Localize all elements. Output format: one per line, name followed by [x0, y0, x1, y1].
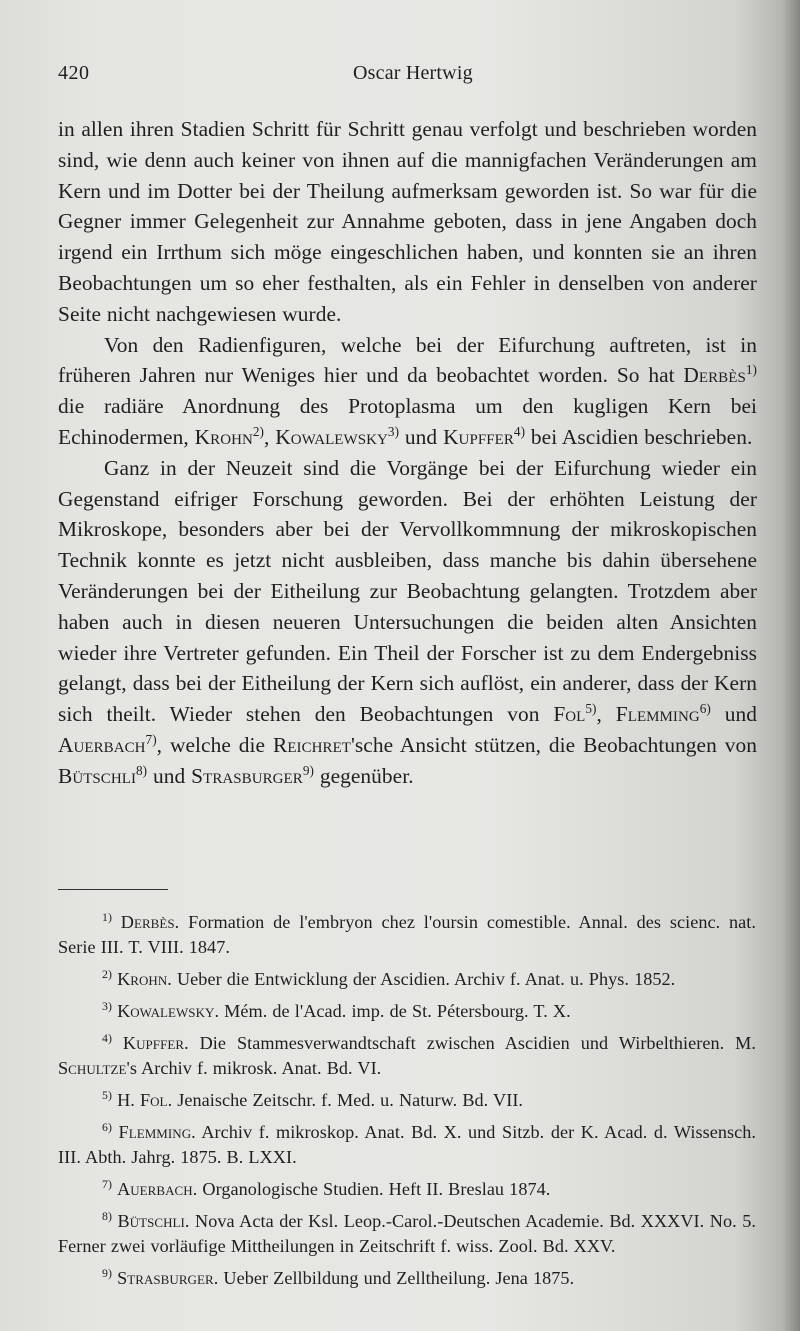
text-span: Von den Radienfiguren, welche bei der Eifurchung auftreten, ist in früheren Jahren nur Weniges hier und da beobachtet worden. So hat: [58, 332, 757, 388]
author-name: Bütschli: [58, 763, 136, 788]
footnote-text: H.: [117, 1090, 140, 1110]
footnote-ref: 8): [136, 762, 148, 778]
footnote-author: Krohn: [117, 969, 168, 989]
author-name: Auerbach: [58, 732, 146, 757]
text-span: ,: [596, 702, 616, 727]
footnote-text: . Ueber Zellbildung und Zelltheilung. Jena 1875.: [213, 1268, 575, 1288]
footnote-6: [58, 1120, 756, 1170]
author-name: Krohn: [194, 424, 253, 449]
text-span: Ganz in der Neuzeit sind die Vorgänge bei der Eifurchung wieder ein Gegenstand eifriger Forschung geworden. Bei der erhöhten Leistung der Mikroskope, besonders aber bei der Vervollkommnung der mikroskopischen Technik konnte es jetzt nicht ausbleiben, dass manche bis dahin übersehene Veränderungen bei der Eitheilung zur Beobachtung gelangten. Trotzdem aber haben auch in diesen neueren Untersuchungen die beiden alten Ansichten wieder ihre Vertreter gefunden. Ein Theil der Forscher ist zu dem Endergebniss gelangt, dass bei der Eitheilung der Kern sich auflöst, ein anderer, dass der Kern sich theilt. Wieder stehen den Beobachtungen von: [58, 455, 757, 727]
footnote-author: Flemming: [118, 1122, 192, 1142]
text-span: und: [710, 702, 757, 727]
main-text: [58, 114, 757, 792]
footnote-mark: 1): [102, 909, 112, 924]
running-head: Oscar Hertwig: [353, 62, 473, 84]
page-edge-shadow: [782, 0, 800, 1331]
author-name: Kupffer: [443, 424, 514, 449]
footnote-mark: 2): [102, 966, 112, 981]
footnote-ref: 2): [252, 423, 264, 439]
footnote-author: Schultze: [58, 1058, 127, 1078]
footnote-divider: [58, 889, 168, 890]
footnote-text: . Archiv f. mikroskop. Anat. Bd. X. und Sitzb. der K. Acad. d. Wissensch. III. Abth. Jahrg. 1875. B. LXXI.: [58, 1122, 756, 1167]
footnote-text: . Jenaische Zeitschr. f. Med. u. Naturw. Bd. VII.: [167, 1090, 524, 1110]
footnote-text: . Formation de l'embryon chez l'oursin comestible. Annal. des scienc. nat. Serie III. T. VIII. 1847.: [58, 912, 756, 957]
footnote-mark: 5): [102, 1087, 112, 1102]
footnote-4: [58, 1031, 756, 1081]
footnote-author: Bütschli: [117, 1211, 185, 1231]
author-name: Fol: [553, 702, 586, 727]
text-span: die radiäre Anordnung des Protoplasma um den kugligen Kern bei Echinodermen,: [58, 394, 757, 449]
paragraph-2: [58, 330, 757, 453]
author-name: Kowalewsky: [275, 424, 388, 449]
paragraph-1: in allen ihren Stadien Schritt für Schritt genau verfolgt und beschrieben worden sind, wie denn auch keiner von ihnen auf die mannigfachen Veränderungen am Kern und im Dotter bei der Theilung aufmerksam geworden ist. So war für die Gegner immer Gelegenheit zur Annahme geboten, dass in jene Angaben doch irgend ein Irrthum sich möge eingeschlichen haben, und konnten sie an ihren Beobachtungen um so eher festhalten, als ein Fehler in denselben von anderer Seite nicht nachgewiesen wurde.: [58, 117, 757, 326]
footnote-text: . Mém. de l'Acad. imp. de St. Pétersbourg. T. X.: [214, 1001, 571, 1021]
footnote-author: Kupffer: [122, 1033, 185, 1053]
footnote-ref: 4): [513, 423, 526, 439]
page-number: 420: [58, 62, 90, 84]
author-name: Derbès: [683, 363, 746, 388]
footnote-1: [58, 910, 756, 960]
footnote-text: 's Archiv f. mikrosk. Anat. Bd. VI.: [126, 1058, 382, 1078]
footnote-mark: 7): [102, 1176, 112, 1191]
footnote-author: Strasburger: [117, 1268, 214, 1288]
footnote-text: . Die Stammesverwandtschaft zwischen Ascidien und Wirbelthieren. M.: [184, 1033, 756, 1053]
footnote-author: Kowalewsky: [117, 1001, 215, 1021]
footnote-3: [58, 999, 756, 1024]
footnote-ref: 6): [699, 701, 711, 717]
text-span: 'sche Ansicht stützen, die Beobachtungen von: [351, 732, 757, 757]
footnotes: [58, 910, 756, 1291]
footnote-text: . Nova Acta der Ksl. Leop.-Carol.-Deutschen Academie. Bd. XXXVI. No. 5. Ferner zwei vorläufige Mittheilungen in Zeitschrift f. wiss. Zool. Bd. XXV.: [58, 1211, 756, 1256]
text-span: gegenüber.: [313, 763, 414, 788]
author-name: Strasburger: [191, 763, 303, 788]
footnote-mark: 8): [102, 1208, 112, 1223]
text-span: und: [147, 763, 192, 788]
footnote-ref: 1): [745, 362, 757, 378]
text-span: bei Ascidien beschrieben.: [525, 424, 753, 449]
footnote-mark: 6): [102, 1119, 112, 1134]
footnote-9: [58, 1266, 756, 1291]
footnote-ref: 3): [387, 423, 400, 439]
footnote-text: . Organologische Studien. Heft II. Breslau 1874.: [192, 1179, 551, 1199]
footnote-2: [58, 967, 756, 992]
page-header: [58, 62, 748, 88]
footnote-mark: 9): [102, 1265, 112, 1280]
text-span: ,: [263, 424, 276, 449]
footnote-ref: 5): [585, 701, 597, 717]
text-span: und: [399, 424, 444, 449]
paragraph-3: [58, 453, 757, 792]
footnote-text: . Ueber die Entwicklung der Ascidien. Archiv f. Anat. u. Phys. 1852.: [167, 969, 676, 989]
footnote-ref: 7): [145, 731, 157, 747]
footnote-mark: 4): [102, 1030, 112, 1045]
footnote-8: [58, 1209, 756, 1259]
footnote-author: Fol: [139, 1090, 168, 1110]
text-span: , welche die: [156, 732, 273, 757]
footnote-mark: 3): [102, 998, 112, 1013]
footnote-author: Derbès: [120, 912, 175, 932]
footnote-author: Auerbach: [117, 1179, 193, 1199]
author-name: Flemming: [615, 702, 700, 727]
footnote-ref: 9): [302, 762, 314, 778]
footnote-7: [58, 1177, 756, 1202]
author-name: Reichret: [273, 732, 351, 757]
footnote-5: [58, 1088, 756, 1113]
